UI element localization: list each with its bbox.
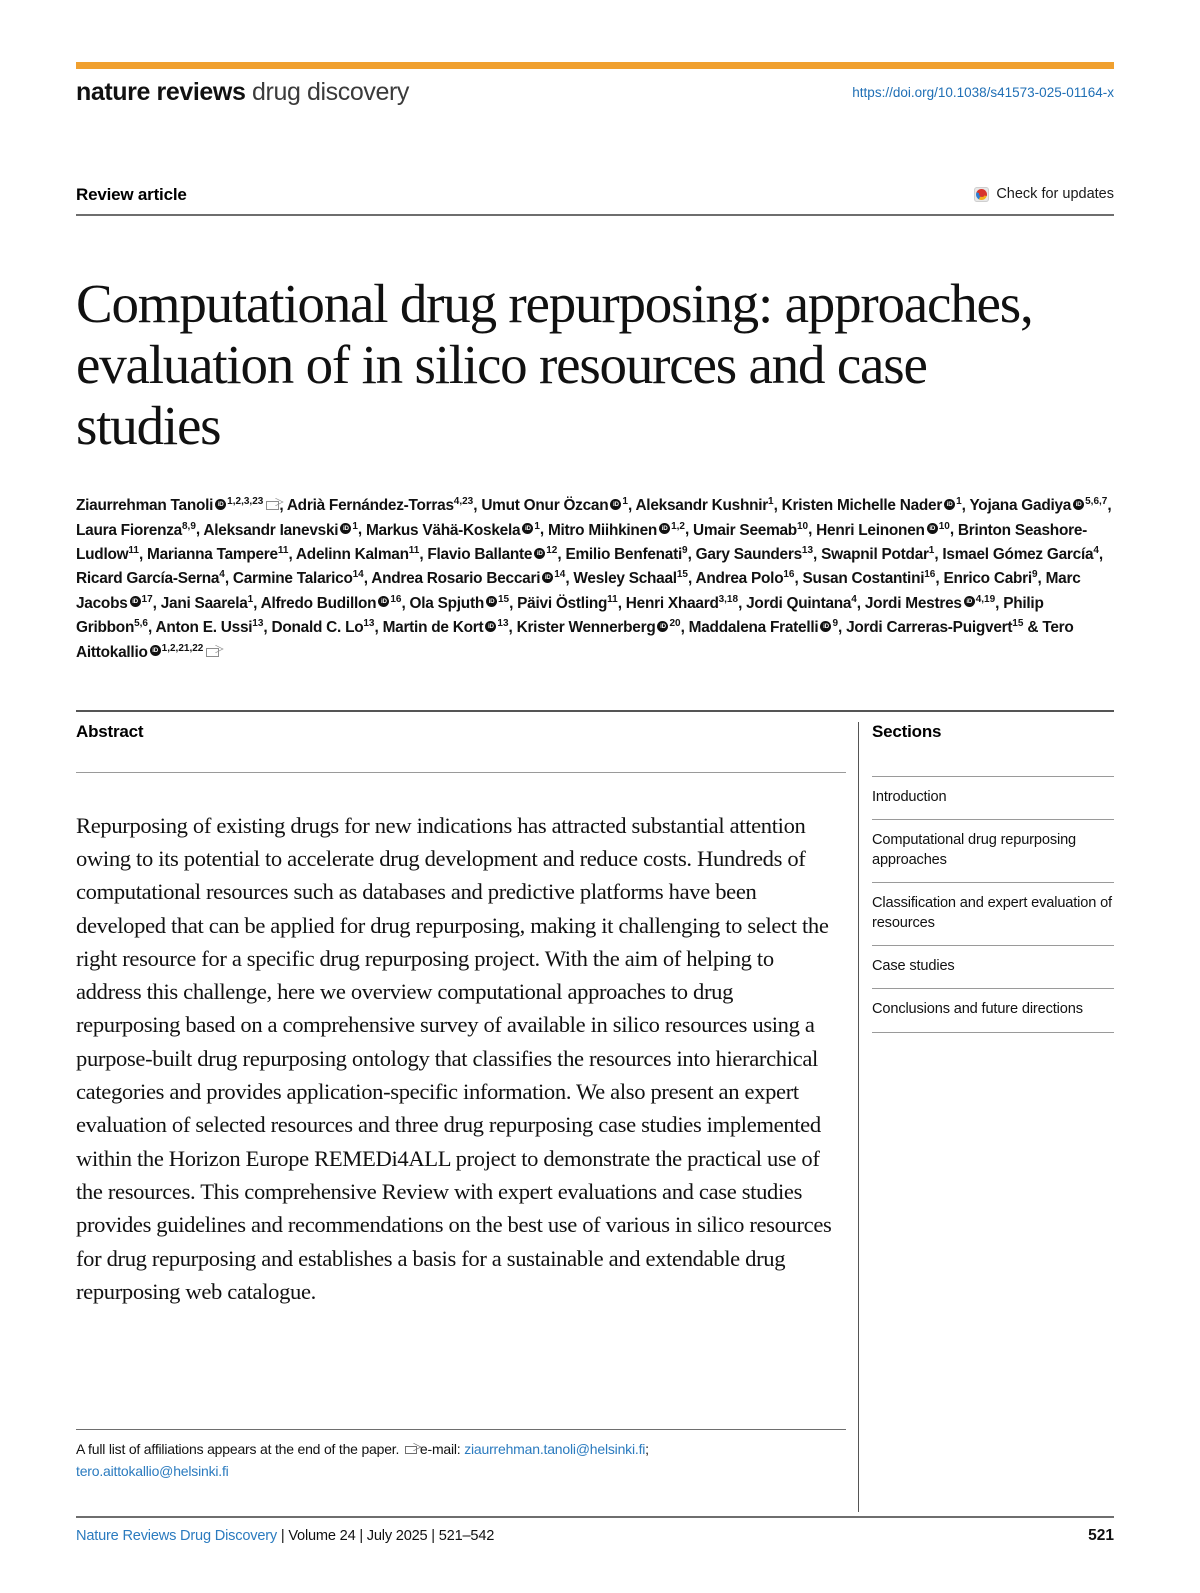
author-affiliation-sup: 14 (554, 569, 566, 581)
author-separator: , (1107, 497, 1112, 515)
author-entry (626, 595, 738, 612)
brand-accent-bar (76, 62, 1114, 69)
author-affiliation-sup: 11 (128, 544, 139, 556)
author-separator: , (627, 497, 636, 515)
author-separator: , (508, 619, 517, 637)
author-affiliation-sup: 5,6,7 (1085, 496, 1108, 507)
sidebar-item-label: Computational drug repurposing approaches (872, 832, 1076, 868)
author-entry (846, 619, 1023, 636)
author-affiliation-sup: 1 (247, 593, 254, 605)
author-affiliation-sup: 16 (783, 569, 795, 581)
author-separator: , (687, 570, 696, 588)
abstract-divider (76, 772, 846, 773)
orcid-icon[interactable] (542, 572, 553, 583)
author-entry (943, 570, 1037, 587)
author-affiliation-sup: 1 (622, 496, 628, 507)
author-affiliation-sup: 4 (1093, 544, 1099, 556)
author-separator: , (808, 521, 817, 539)
author-affiliation-sup: 13 (252, 618, 264, 630)
author-name: Flavio Ballante (427, 546, 533, 564)
author-affiliation-sup: 8,9 (181, 520, 196, 532)
author-separator: , (473, 497, 482, 515)
affiliations-footnote (76, 1438, 866, 1483)
author-entry (635, 497, 773, 514)
author-entry (969, 497, 1107, 514)
author-entry (695, 570, 794, 587)
author-name: Laura Fiorenza (76, 521, 182, 539)
author-affiliation-sup: 14 (352, 569, 364, 581)
author-name: Päivi Östling (517, 594, 608, 612)
orcid-icon[interactable] (659, 523, 670, 534)
author-name: Anton E. Ussi (155, 619, 253, 637)
corresponding-email-2[interactable]: tero.aittokallio@helsinki.fi (76, 1463, 229, 1480)
author-separator: , (935, 570, 944, 588)
orcid-icon[interactable] (820, 621, 831, 632)
author-separator: , (224, 570, 233, 588)
author-separator: , (617, 594, 626, 612)
footnote-divider (76, 1429, 846, 1430)
author-entry (76, 497, 279, 514)
orcid-icon[interactable] (657, 621, 668, 632)
sections-list (872, 776, 1114, 1033)
author-affiliation-sup: 9 (1031, 569, 1038, 581)
author-name: Umair Seemab (693, 521, 797, 539)
author-separator: , (152, 594, 161, 612)
author-name: Adrià Fernández-Torras (286, 497, 454, 515)
author-name: Kristen Michelle Nader (781, 497, 943, 515)
author-affiliation-sup: 17 (141, 593, 153, 605)
envelope-icon[interactable] (206, 648, 219, 657)
orcid-icon[interactable] (522, 523, 533, 534)
sidebar-item-section-2[interactable] (872, 819, 1114, 882)
author-affiliation-sup: 3,18 (718, 593, 739, 605)
author-entry (427, 546, 557, 563)
author-affiliation-sup: 4 (219, 569, 225, 581)
author-name: Andrea Rosario Beccari (371, 570, 541, 588)
author-separator: , (794, 570, 803, 588)
author-separator: , (363, 570, 372, 588)
sidebar-item-section-1[interactable] (872, 776, 1114, 819)
footer-journal-name: Nature Reviews Drug Discovery (76, 1528, 278, 1544)
authors-divider (76, 710, 1114, 712)
author-entry (410, 595, 510, 612)
author-entry (383, 619, 509, 636)
author-name: Carmine Talarico (232, 570, 353, 588)
author-affiliation-sup: 1 (956, 496, 962, 507)
author-separator: , (684, 521, 694, 539)
author-name: Ola Spjuth (409, 594, 484, 612)
author-name: Wesley Schaal (573, 570, 677, 588)
email-label: e-mail: (419, 1441, 461, 1457)
author-name: Philip Gribbon (76, 594, 1044, 637)
author-affiliation-sup: 1 (928, 544, 935, 556)
abstract-column (76, 722, 846, 742)
journal-masthead (76, 78, 776, 107)
author-entry (261, 595, 402, 612)
author-entry (548, 522, 685, 539)
orcid-icon[interactable] (1073, 499, 1084, 510)
author-name: Adelinn Kalman (295, 546, 409, 564)
author-name: Emilio Benfenati (565, 546, 683, 564)
author-separator: , (253, 594, 261, 612)
author-entry (821, 546, 934, 563)
author-entry (865, 595, 995, 612)
masthead-brand-bold: nature reviews (76, 78, 246, 106)
sidebar-item-label: Introduction (872, 789, 947, 805)
author-separator: , (1098, 546, 1103, 564)
author-entry (746, 595, 857, 612)
footer-citation (76, 1528, 494, 1544)
author-name: Aleksandr Kushnir (635, 497, 769, 515)
author-separator: , (687, 546, 696, 564)
author-entry (233, 570, 364, 587)
orcid-icon[interactable] (534, 548, 545, 559)
author-affiliation-sup: 13 (497, 618, 509, 630)
author-affiliation-sup: 9 (682, 544, 688, 556)
author-separator: , (995, 594, 1004, 612)
author-affiliation-sup: 10 (938, 520, 950, 532)
author-separator: & (1023, 619, 1043, 637)
author-affiliation-sup: 1 (352, 520, 358, 532)
author-entry (296, 546, 419, 563)
author-separator: , (357, 521, 366, 539)
orcid-icon[interactable] (130, 596, 141, 607)
author-name: Andrea Polo (695, 570, 784, 588)
author-separator: , (773, 497, 782, 515)
sidebar-item-section-5[interactable] (872, 988, 1114, 1032)
author-affiliation-sup: 16 (390, 593, 402, 605)
author-name: Susan Costantini (802, 570, 925, 588)
sidebar-item-label: Classification and expert evaluation of resources (872, 895, 1112, 931)
author-name: Jordi Quintana (746, 594, 852, 612)
author-affiliation-sup: 1,2,3,23 (227, 496, 264, 507)
author-entry (203, 522, 358, 539)
author-name: Jordi Carreras-Puigvert (846, 619, 1013, 637)
author-affiliation-sup: 5,6 (134, 618, 148, 630)
sidebar-item-label: Case studies (872, 958, 955, 975)
author-name: Jordi Mestres (864, 594, 962, 612)
orcid-icon[interactable] (610, 499, 621, 510)
author-name: Henri Xhaard (625, 594, 719, 612)
sidebar-item-label: Conclusions and future directions (872, 1001, 1083, 1018)
author-name: Henri Leinonen (816, 521, 925, 539)
author-name: Enrico Cabri (943, 570, 1032, 588)
author-separator: , (1037, 570, 1046, 588)
author-separator: , (374, 619, 383, 637)
author-entry (76, 522, 196, 539)
author-affiliation-sup: 20 (669, 618, 681, 630)
header-divider (76, 214, 1114, 216)
author-affiliation-sup: 1,2 (671, 520, 685, 532)
author-name: Krister Wennerberg (516, 619, 656, 637)
author-name: Aleksandr Ianevski (203, 521, 339, 539)
author-name: Mitro Miihkinen (547, 521, 658, 539)
author-entry (803, 570, 936, 587)
author-entry (76, 570, 225, 587)
orcid-icon[interactable] (485, 621, 496, 632)
check-for-updates-label: Check for updates (996, 186, 1114, 202)
author-separator: , (509, 594, 518, 612)
author-entry (816, 522, 950, 539)
envelope-icon (405, 1446, 417, 1455)
author-separator: , (934, 546, 943, 564)
orcid-icon[interactable] (150, 645, 161, 656)
author-name: Brinton Seashore-Ludlow (76, 521, 1088, 564)
author-name: Alfredo Budillon (260, 594, 377, 612)
author-affiliation-sup: 1 (534, 520, 540, 532)
author-separator: , (263, 619, 272, 637)
author-entry (696, 546, 813, 563)
author-separator: , (138, 546, 147, 564)
author-affiliation-sup: 13 (801, 544, 814, 556)
author-separator: , (401, 594, 410, 612)
orcid-icon[interactable] (964, 596, 975, 607)
author-separator: , (539, 521, 548, 539)
author-affiliation-sup: 11 (607, 593, 618, 605)
envelope-icon[interactable] (266, 501, 279, 510)
author-name: Marc Jacobs (76, 570, 1081, 612)
orcid-icon[interactable] (340, 523, 351, 534)
author-separator: , (288, 546, 296, 564)
author-entry (517, 595, 618, 612)
corresponding-email-1[interactable]: ziaurrehman.tanoli@helsinki.fi (464, 1441, 646, 1457)
author-entry (287, 497, 473, 514)
author-name: Ismael Gómez García (942, 546, 1094, 564)
page-title: Computational drug repurposing: approaches, evaluation of in silico resources and case studies (76, 272, 1033, 457)
author-affiliation-sup: 4,19 (975, 593, 996, 605)
orcid-icon[interactable] (378, 596, 389, 607)
orcid-icon[interactable] (215, 499, 226, 510)
orcid-icon[interactable] (927, 523, 938, 534)
author-separator: , (949, 521, 958, 539)
author-affiliation-sup: 15 (1012, 618, 1024, 630)
author-entry (366, 522, 540, 539)
author-affiliation-sup: 15 (676, 569, 688, 581)
author-entry (693, 522, 808, 539)
author-entry (481, 497, 628, 514)
crossmark-icon (974, 187, 989, 202)
author-name: Tero Aittokallio (76, 619, 1074, 661)
author-entry (517, 619, 681, 636)
author-affiliation-sup: 9 (832, 618, 839, 630)
author-entry (155, 619, 263, 636)
column-divider (858, 722, 859, 1512)
footer-issue-meta: | Volume 24 | July 2025 | 521–542 (277, 1528, 495, 1544)
author-separator: , (419, 546, 428, 564)
author-affiliation-sup: 11 (408, 544, 420, 556)
author-name: Gary Saunders (695, 546, 802, 564)
author-separator: , (680, 619, 689, 637)
author-affiliation-sup: 4,23 (453, 496, 474, 507)
author-separator: , (565, 570, 574, 588)
author-list (76, 494, 1116, 665)
author-entry (147, 546, 288, 563)
author-entry (942, 546, 1099, 563)
author-entry (782, 497, 962, 514)
author-name: Umut Onur Özcan (481, 497, 609, 515)
author-separator: , (148, 619, 156, 637)
author-separator: , (813, 546, 822, 564)
author-name: Maddalena Fratelli (688, 619, 819, 637)
sidebar-item-section-3[interactable] (872, 882, 1114, 945)
author-affiliation-sup: 15 (497, 593, 510, 605)
author-separator: , (856, 594, 865, 612)
author-name: Markus Vähä-Koskela (365, 521, 521, 539)
orcid-icon[interactable] (486, 596, 497, 607)
author-affiliation-sup: 4 (851, 593, 857, 605)
author-separator: , (961, 497, 970, 515)
author-entry (371, 570, 565, 587)
author-separator: , (195, 521, 204, 539)
author-name: Marianna Tampere (147, 546, 278, 564)
author-affiliation-sup: 12 (546, 544, 558, 556)
author-name: Ricard García-Serna (76, 570, 220, 588)
page-number: 521 (1088, 1527, 1114, 1544)
abstract-text: Repurposing of existing drugs for new indications has attracted substantial attention owing to its potential to accelerate drug development and reduce costs. Hundreds of computational resources such as databases and predictive platforms have been developed that can be applied for drug repurposing, making it challenging to select the right resource for a specific drug repurposing project. With the aim of helping to address this challenge, here we overview computational approaches to drug repurposing based on a comprehensive survey of available in silico resources using a purpose-built drug repurposing ontology that classifies the resources into hierarchical categories and provides application-specific information. We also present an expert evaluation of selected resources and three drug repurposing case studies implemented within the Horizon Europe REMEDi4ALL project to demonstrate the practical use of the resources. This comprehensive Review with expert evaluations and case studies provides guidelines and recommendations on the best use of various in silico resources for drug repurposing and establishes a basis for a sustainable and extendable drug repurposing web catalogue. (76, 812, 832, 1304)
author-affiliation-sup: 1,2,21,22 (161, 642, 204, 654)
author-entry (565, 546, 687, 563)
sections-heading: Sections (872, 722, 942, 741)
author-separator: , (279, 497, 287, 515)
author-name: Donald C. Lo (271, 619, 364, 637)
orcid-icon[interactable] (944, 499, 955, 510)
author-name: Jani Saarela (160, 594, 248, 612)
doi-link[interactable]: https://doi.org/10.1038/s41573-025-01164-x (852, 85, 1114, 100)
author-entry (573, 570, 688, 587)
author-separator: , (738, 594, 747, 612)
author-name: Yojana Gadiya (969, 497, 1072, 515)
author-entry (161, 595, 253, 612)
sidebar-item-section-4[interactable] (872, 945, 1114, 988)
author-entry (689, 619, 838, 636)
footer-divider (76, 1516, 1114, 1518)
sections-sidebar (872, 722, 1114, 1033)
email-separator: ; (645, 1441, 649, 1457)
author-name: Ziaurrehman Tanoli (76, 497, 214, 515)
author-name: Swapnil Potdar (821, 546, 929, 564)
abstract-heading: Abstract (76, 722, 144, 741)
author-affiliation-sup: 16 (924, 569, 936, 581)
author-entry (271, 619, 374, 636)
affiliations-note: A full list of affiliations appears at the end of the paper. (76, 1441, 400, 1457)
author-affiliation-sup: 10 (796, 520, 809, 532)
author-affiliation-sup: 11 (277, 544, 289, 556)
author-separator: , (838, 619, 847, 637)
author-affiliation-sup: 1 (768, 496, 774, 507)
check-for-updates-button[interactable] (974, 186, 1114, 202)
masthead-brand-light: drug discovery (245, 78, 410, 106)
article-type-kicker: Review article (76, 185, 187, 204)
author-affiliation-sup: 13 (363, 618, 375, 630)
author-name: Martin de Kort (382, 619, 484, 637)
author-separator: , (557, 546, 566, 564)
